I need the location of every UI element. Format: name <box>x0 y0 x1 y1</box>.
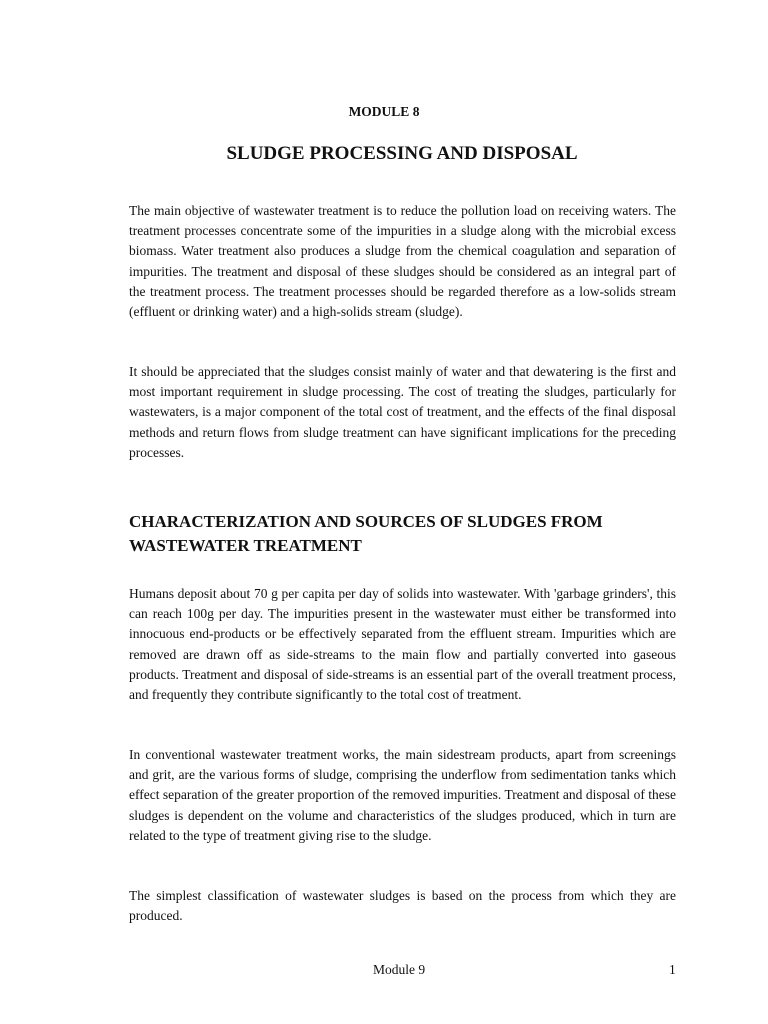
page-title: SLUDGE PROCESSING AND DISPOSAL <box>226 143 578 164</box>
paragraph-dewatering: It should be appreciated that the sludges consist mainly of water and that dewatering is the first and most important requirement in sludge processing. The cost of treating the sludges, particularly for wastewaters, is a major component of the total cost of treatment, and the effects of the final disposal methods and return flows from sludge treatment can have significant implications for the preceding processes. <box>129 364 676 460</box>
section-heading: CHARACTERIZATION AND SOURCES OF SLUDGES FROM WASTEWATER TREATMENT <box>129 512 603 555</box>
paragraph-objective: The main objective of wastewater treatment is to reduce the pollution load on receiving waters. The treatment processes concentrate some of the impurities in a sludge along with the microbial excess biomass. Water treatment also produces a sludge from the chemical coagulation and separation of impurities. The treatment and disposal of these sludges should be considered as an integral part of the treatment process. The treatment processes should be regarded therefore as a low-solids stream (effluent or drinking water) and a high-solids stream (sludge). <box>129 203 676 320</box>
paragraph-solids-deposit: Humans deposit about 70 g per capita per day of solids into wastewater. With 'garbage grinders', this can reach 100g per day. The impurities present in the wastewater must either be transformed into innocuous end-products or be effectively separated from the effluent stream. Impurities which are removed are drawn off as side-streams to the main flow and partially converted into gaseous products. Treatment and disposal of side-streams is an essential part of the overall treatment process, and frequently they contribute significantly to the total cost of treatment. <box>129 586 676 703</box>
footer-module-label: Module 9 <box>373 962 426 977</box>
paragraph-classification: The simplest classification of wastewater sludges is based on the process from which they are produced. <box>129 888 676 924</box>
module-label: MODULE 8 <box>348 104 420 119</box>
paragraph-conventional-treatment: In conventional wastewater treatment works, the main sidestream products, apart from screenings and grit, are the various forms of sludge, comprising the underflow from sedimentation tanks which effect separation of the greater proportion of the removed impurities. Treatment and disposal of these sludges is dependent on the volume and characteristics of the sludges produced, which in turn are related to the type of treatment giving rise to the sludge. <box>129 747 676 843</box>
footer-page-number: 1 <box>669 962 676 977</box>
